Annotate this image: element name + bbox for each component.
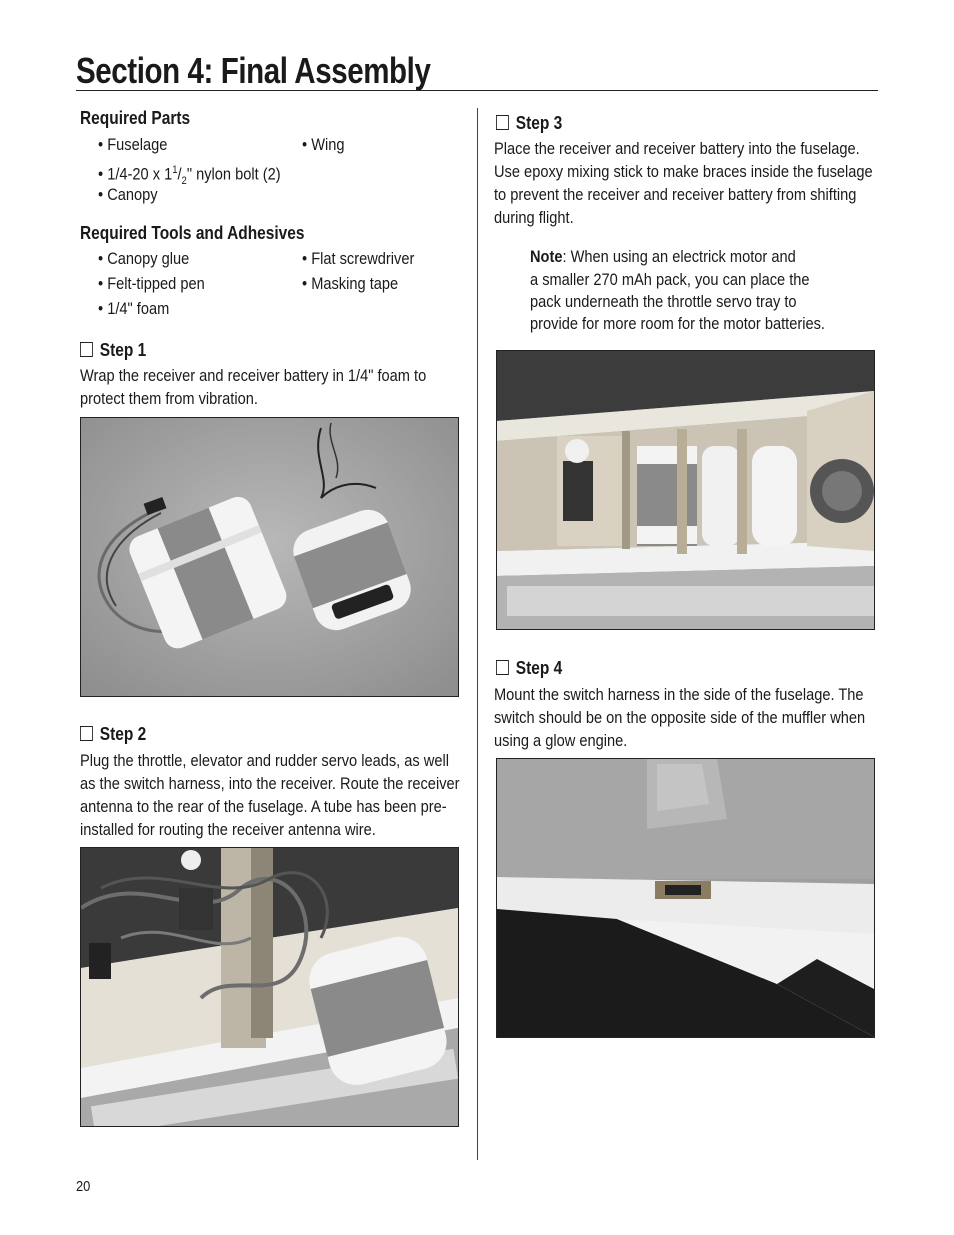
note-line: provide for more room for the motor batteries. <box>530 314 825 333</box>
tools-item-felt-pen: • Felt-tipped pen <box>98 274 205 293</box>
step-1-photo <box>80 417 459 697</box>
note-label: Note <box>530 247 563 266</box>
checkbox-icon[interactable] <box>496 660 509 675</box>
checkbox-icon[interactable] <box>80 342 93 357</box>
step-1-text-line: protect them from vibration. <box>80 389 258 408</box>
parts-item-fuselage: • Fuselage <box>98 135 168 154</box>
step-3-text-line: to prevent the receiver and receiver battery from shifting <box>494 185 857 204</box>
note-line: pack underneath the throttle servo tray to <box>530 292 797 311</box>
page-number: 20 <box>76 1178 91 1195</box>
step-3-text-line: Use epoxy mixing stick to make braces inside the fuselage <box>494 162 873 181</box>
step-1-heading[interactable]: Step 1 <box>80 340 146 361</box>
step-4-photo <box>496 758 875 1038</box>
title-rule <box>76 90 878 91</box>
step-2-text-line: Plug the throttle, elevator and rudder servo leads, as well <box>80 751 449 770</box>
required-parts-heading: Required Parts <box>80 108 191 128</box>
step-4-heading[interactable]: Step 4 <box>496 658 562 679</box>
step-2-text-line: antenna to the rear of the fuselage. A tube has been pre- <box>80 797 447 816</box>
step-3-photo <box>496 350 875 630</box>
step-3-text-line: Place the receiver and receiver battery into the fuselage. <box>494 139 860 158</box>
step-2-photo <box>80 847 459 1127</box>
step-1-text-line: Wrap the receiver and receiver battery in 1/4" foam to <box>80 366 427 385</box>
note-line: a smaller 270 mAh pack, you can place the <box>530 270 810 289</box>
checkbox-icon[interactable] <box>80 726 93 741</box>
step-2-heading[interactable]: Step 2 <box>80 724 146 745</box>
parts-item-canopy: • Canopy <box>98 185 158 204</box>
step-2-text-line: installed for routing the receiver antenna wire. <box>80 820 376 839</box>
parts-item-wing: • Wing <box>302 135 345 154</box>
step-4-text-line: Mount the switch harness in the side of the fuselage. The <box>494 685 864 704</box>
parts-item-nylon-bolt: • 1/4-20 x $1^1/_2$" nylon bolt (2) <box>98 164 281 188</box>
tools-item-masking-tape: • Masking tape <box>302 274 399 293</box>
step-3-heading[interactable]: Step 3 <box>496 113 562 134</box>
page-title: Section 4: Final Assembly <box>76 50 431 91</box>
step-3-text-line: during flight. <box>494 208 574 227</box>
column-divider <box>477 108 478 1160</box>
checkbox-icon[interactable] <box>496 115 509 130</box>
tools-item-flat-screwdriver: • Flat screwdriver <box>302 249 415 268</box>
step-4-text-line: using a glow engine. <box>494 731 628 750</box>
tools-item-canopy-glue: • Canopy glue <box>98 249 190 268</box>
note-line: Note: When using an electrick motor and <box>530 247 796 266</box>
step-4-text-line: switch should be on the opposite side of the muffler when <box>494 708 866 727</box>
step-2-text-line: as the switch harness, into the receiver. Route the receiver <box>80 774 460 793</box>
tools-item-foam: • 1/4" foam <box>98 299 170 318</box>
required-tools-heading: Required Tools and Adhesives <box>80 223 305 243</box>
